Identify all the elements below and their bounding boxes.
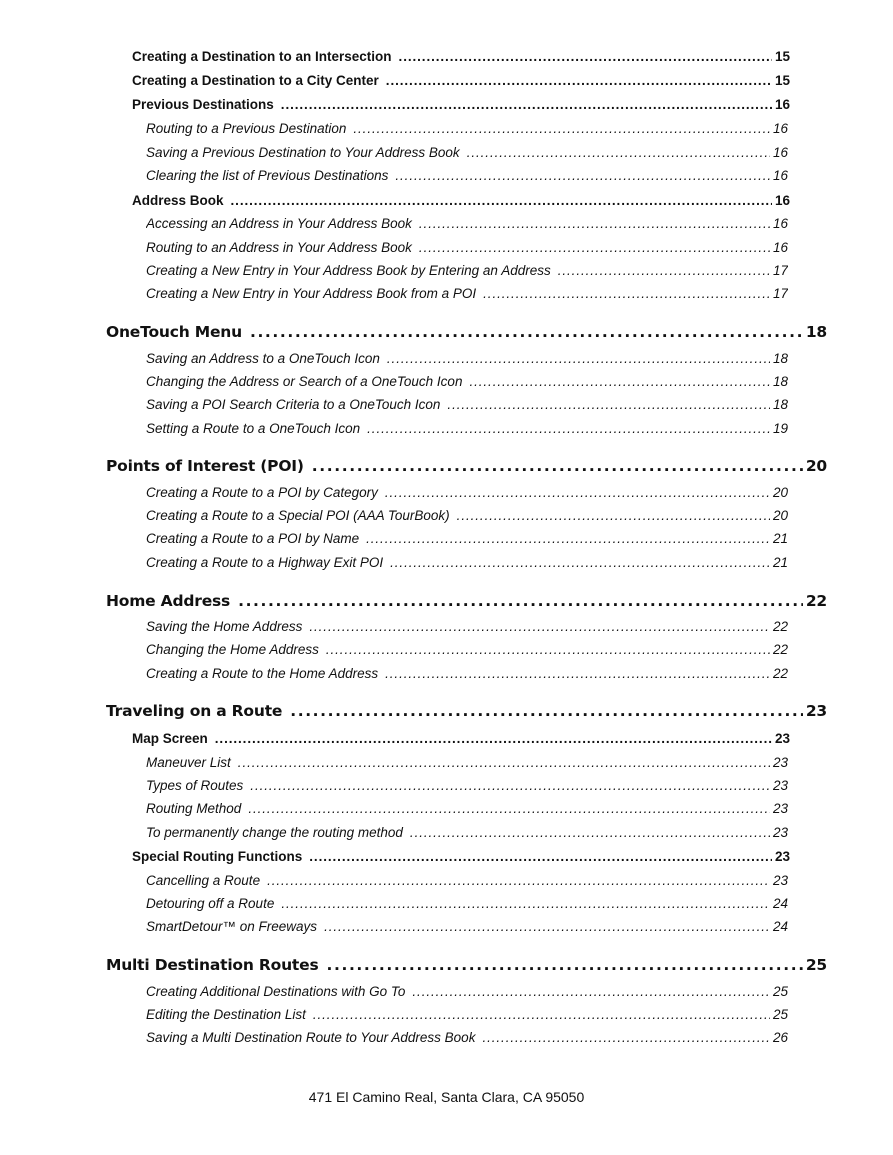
toc-page-number: 18 bbox=[772, 351, 788, 366]
toc-item bbox=[146, 666, 788, 681]
toc-entry-title: Clearing the list of Previous Destinations bbox=[146, 168, 389, 183]
toc-entry-title: Home Address bbox=[106, 592, 231, 610]
toc-page-number: 24 bbox=[772, 896, 788, 911]
toc-page-number: 23 bbox=[772, 778, 788, 793]
toc-item bbox=[146, 286, 788, 301]
toc-entry-title: Creating a Destination to a City Center bbox=[132, 73, 379, 88]
toc-page-number: 22 bbox=[805, 592, 827, 610]
toc-section bbox=[106, 323, 827, 341]
toc-item bbox=[146, 778, 788, 793]
toc-page-number: 20 bbox=[805, 457, 827, 475]
toc-entry-title: Creating a Route to a Special POI (AAA TourBook) bbox=[146, 508, 450, 523]
toc-page-number: 16 bbox=[772, 145, 788, 160]
toc-page-number: 21 bbox=[772, 531, 788, 546]
toc-entry-title: Maneuver List bbox=[146, 755, 231, 770]
toc-item bbox=[146, 825, 788, 840]
toc-entry-title: Saving a POI Search Criteria to a OneTouch Icon bbox=[146, 397, 441, 412]
toc-entry-title: Saving a Previous Destination to Your Address Book bbox=[146, 145, 460, 160]
toc-page-number: 22 bbox=[772, 666, 788, 681]
toc-item bbox=[146, 919, 788, 934]
toc-dot-leader bbox=[447, 397, 770, 412]
toc-page-number: 23 bbox=[772, 801, 788, 816]
toc-entry-title: To permanently change the routing method bbox=[146, 825, 403, 840]
toc-dot-leader bbox=[309, 849, 772, 864]
toc-item bbox=[146, 145, 788, 160]
toc-entry-title: Setting a Route to a OneTouch Icon bbox=[146, 421, 361, 436]
toc-entry-title: Creating a New Entry in Your Address Book from a POI bbox=[146, 286, 477, 301]
toc-page-number: 19 bbox=[772, 421, 788, 436]
toc-section bbox=[106, 956, 827, 974]
toc-dot-leader bbox=[483, 286, 770, 301]
toc-dot-leader bbox=[215, 731, 772, 746]
toc-dot-leader bbox=[412, 984, 770, 999]
toc-page-number: 23 bbox=[772, 873, 788, 888]
toc-page-number: 17 bbox=[772, 286, 788, 301]
toc-item bbox=[146, 121, 788, 136]
toc-dot-leader bbox=[281, 97, 772, 112]
toc-dot-leader bbox=[386, 73, 772, 88]
toc-page-number: 16 bbox=[772, 240, 788, 255]
toc-item bbox=[146, 873, 788, 888]
toc-page-number: 26 bbox=[772, 1030, 788, 1045]
toc-dot-leader bbox=[250, 778, 770, 793]
toc-page-number: 25 bbox=[805, 956, 827, 974]
toc-page-number: 23 bbox=[772, 825, 788, 840]
toc-item bbox=[146, 1030, 788, 1045]
toc-item bbox=[146, 619, 788, 634]
toc-item bbox=[146, 485, 788, 500]
toc-entry-title: Types of Routes bbox=[146, 778, 244, 793]
toc-page-number: 16 bbox=[774, 193, 790, 208]
toc-entry-title: Saving a Multi Destination Route to Your Address Book bbox=[146, 1030, 476, 1045]
toc-entry-title: Creating a Destination to an Intersection bbox=[132, 49, 392, 64]
toc-entry-title: SmartDetour™ on Freeways bbox=[146, 919, 318, 934]
toc-page-number: 23 bbox=[774, 731, 790, 746]
toc-entry-title: Creating a Route to the Home Address bbox=[146, 666, 379, 681]
toc-dot-leader bbox=[482, 1030, 770, 1045]
toc-subsection bbox=[132, 731, 790, 746]
toc-dot-leader bbox=[238, 755, 770, 770]
toc-page-number: 15 bbox=[774, 49, 790, 64]
toc-subsection bbox=[132, 73, 790, 88]
toc-entry-title: Creating a New Entry in Your Address Book by Entering an Address bbox=[146, 263, 551, 278]
toc-section bbox=[106, 457, 827, 475]
toc-item bbox=[146, 555, 788, 570]
toc-dot-leader bbox=[399, 49, 772, 64]
toc-dot-leader bbox=[387, 351, 770, 366]
toc-dot-leader bbox=[469, 374, 770, 389]
toc-dot-leader bbox=[326, 956, 802, 974]
toc-item bbox=[146, 168, 788, 183]
toc-dot-leader bbox=[324, 919, 770, 934]
toc-page-number: 18 bbox=[805, 323, 827, 341]
toc-dot-leader bbox=[309, 619, 770, 634]
toc-page-number: 23 bbox=[774, 849, 790, 864]
toc-page-number: 16 bbox=[772, 168, 788, 183]
toc-entry-title: Special Routing Functions bbox=[132, 849, 303, 864]
footer-address: 471 El Camino Real, Santa Clara, CA 95050 bbox=[308, 1089, 585, 1105]
toc-dot-leader bbox=[395, 168, 770, 183]
toc-subsection bbox=[132, 849, 790, 864]
toc-dot-leader bbox=[385, 666, 770, 681]
toc-page-number: 24 bbox=[772, 919, 788, 934]
toc-item bbox=[146, 984, 788, 999]
toc-dot-leader bbox=[353, 121, 770, 136]
toc-page-number: 18 bbox=[772, 397, 788, 412]
toc-entry-title: Creating a Route to a POI by Category bbox=[146, 485, 378, 500]
toc-entry-title: Traveling on a Route bbox=[106, 702, 283, 720]
toc-entry-title: Changing the Home Address bbox=[146, 642, 319, 657]
toc-section bbox=[106, 592, 827, 610]
toc-page-number: 25 bbox=[772, 1007, 788, 1022]
toc-entry-title: Cancelling a Route bbox=[146, 873, 261, 888]
toc-dot-leader bbox=[313, 1007, 770, 1022]
toc-entry-title: Routing to an Address in Your Address Book bbox=[146, 240, 412, 255]
toc-entry-title: Routing Method bbox=[146, 801, 242, 816]
toc-entry-title: Accessing an Address in Your Address Book bbox=[146, 216, 412, 231]
toc-dot-leader bbox=[326, 642, 770, 657]
toc-dot-leader bbox=[281, 896, 770, 911]
toc-page-number: 17 bbox=[772, 263, 788, 278]
toc-page-number: 23 bbox=[805, 702, 827, 720]
toc-dot-leader bbox=[390, 555, 770, 570]
toc-item bbox=[146, 642, 788, 657]
toc-entry-title: Address Book bbox=[132, 193, 224, 208]
toc-item bbox=[146, 216, 788, 231]
toc-page-number: 18 bbox=[772, 374, 788, 389]
toc-page-number: 25 bbox=[772, 984, 788, 999]
toc-entry-title: Previous Destinations bbox=[132, 97, 274, 112]
toc-entry-title: Points of Interest (POI) bbox=[106, 457, 304, 475]
toc-entry-title: Saving the Home Address bbox=[146, 619, 303, 634]
toc-item bbox=[146, 374, 788, 389]
toc-dot-leader bbox=[290, 702, 803, 720]
toc-dot-leader bbox=[467, 145, 770, 160]
toc-entry-title: Map Screen bbox=[132, 731, 208, 746]
toc-dot-leader bbox=[250, 323, 803, 341]
toc-dot-leader bbox=[385, 485, 770, 500]
toc-page-number: 20 bbox=[772, 508, 788, 523]
toc-entry-title: Creating a Route to a Highway Exit POI bbox=[146, 555, 384, 570]
toc-item bbox=[146, 531, 788, 546]
toc-item bbox=[146, 240, 788, 255]
toc-entry-title: Editing the Destination List bbox=[146, 1007, 306, 1022]
toc-page-number: 15 bbox=[774, 73, 790, 88]
toc-entry-title: Saving an Address to a OneTouch Icon bbox=[146, 351, 380, 366]
toc-item bbox=[146, 421, 788, 436]
toc-entry-title: Routing to a Previous Destination bbox=[146, 121, 347, 136]
toc-item bbox=[146, 896, 788, 911]
toc-page-number: 16 bbox=[772, 121, 788, 136]
toc-dot-leader bbox=[367, 421, 770, 436]
toc-dot-leader bbox=[419, 240, 770, 255]
toc-dot-leader bbox=[558, 263, 770, 278]
toc-subsection bbox=[132, 193, 790, 208]
toc-dot-leader bbox=[312, 457, 803, 475]
toc-item bbox=[146, 351, 788, 366]
toc-entry-title: Creating Additional Destinations with Go To bbox=[146, 984, 406, 999]
toc-item bbox=[146, 1007, 788, 1022]
toc-section bbox=[106, 702, 827, 720]
toc-dot-leader bbox=[419, 216, 770, 231]
toc-page-number: 22 bbox=[772, 619, 788, 634]
toc-page-number: 20 bbox=[772, 485, 788, 500]
toc-page-number: 21 bbox=[772, 555, 788, 570]
toc-dot-leader bbox=[366, 531, 770, 546]
toc-page-number: 16 bbox=[772, 216, 788, 231]
toc-item bbox=[146, 397, 788, 412]
toc-dot-leader bbox=[267, 873, 770, 888]
toc-dot-leader bbox=[231, 193, 772, 208]
toc-page-number: 22 bbox=[772, 642, 788, 657]
toc-entry-title: Detouring off a Route bbox=[146, 896, 275, 911]
toc-item bbox=[146, 508, 788, 523]
toc-item bbox=[146, 801, 788, 816]
toc-subsection bbox=[132, 97, 790, 112]
toc-dot-leader bbox=[410, 825, 770, 840]
toc-entry-title: OneTouch Menu bbox=[106, 323, 242, 341]
toc-item bbox=[146, 755, 788, 770]
toc-entry-title: Creating a Route to a POI by Name bbox=[146, 531, 360, 546]
toc-item bbox=[146, 263, 788, 278]
toc-dot-leader bbox=[238, 592, 803, 610]
toc-subsection bbox=[132, 49, 790, 64]
toc-page-number: 23 bbox=[772, 755, 788, 770]
toc-entry-title: Changing the Address or Search of a OneTouch Icon bbox=[146, 374, 463, 389]
toc-dot-leader bbox=[457, 508, 770, 523]
toc-page-number: 16 bbox=[774, 97, 790, 112]
toc-entry-title: Multi Destination Routes bbox=[106, 956, 319, 974]
toc-dot-leader bbox=[248, 801, 770, 816]
